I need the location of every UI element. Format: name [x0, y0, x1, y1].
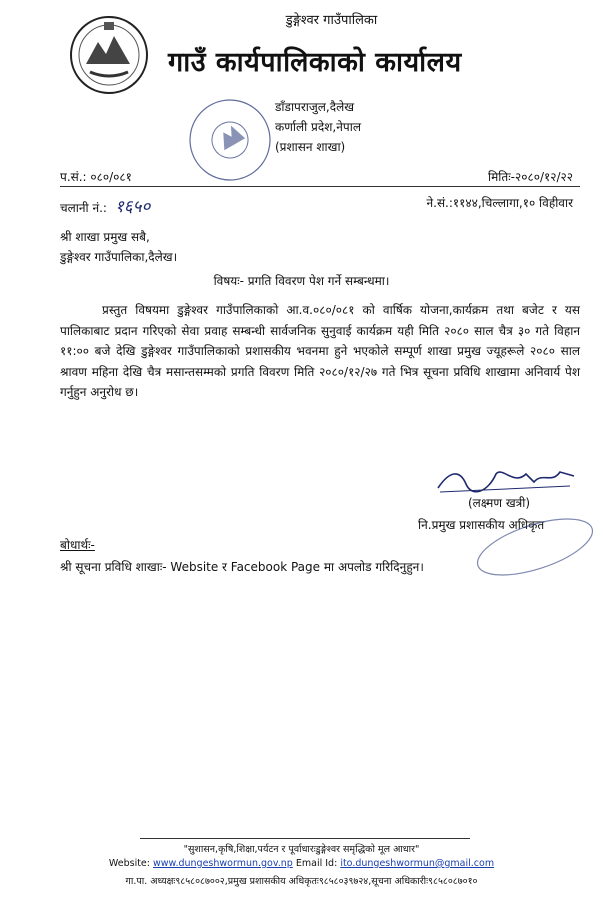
office-title: गाउँ कार्यपालिकाको कार्यालय — [168, 47, 462, 78]
website-label: Website: — [108, 858, 150, 869]
dispatch-label: चलानी नं.: — [60, 201, 107, 215]
signatory-title: नि.प्रमुख प्रशासकीय अधिकृत — [418, 518, 545, 532]
municipality-name: डुङ्गेश्वर गाउँपालिका — [285, 13, 378, 28]
footer-divider — [140, 838, 470, 839]
address-line: डाँडापराजुल,दैलेख — [275, 100, 355, 114]
letter-date: मितिः-२०८०/१२/२२ — [488, 170, 573, 184]
divider — [60, 186, 580, 187]
footer-contacts: गा.पा. अध्यक्षः९८५८०८७००२,प्रमुख प्रशासकीय अधिकृतः९८५८०३९७२४,सूचना अधिकारीः९८५८०८७०१० — [125, 876, 478, 887]
cc-line: श्री सूचना प्रविधि शाखाः- Website र Facebook Page मा अपलोड गरिदिनुहुन। — [60, 560, 424, 574]
dispatch-number — [60, 194, 150, 217]
dispatch-value: १६५० — [114, 197, 151, 217]
nepal-sambat-date: ने.सं.:११४४,चिल्लागा,१० विहीवार — [426, 196, 573, 210]
reference-number: प.सं.: ०८०/०८१ — [60, 170, 132, 184]
letter-body: प्रस्तुत विषयमा डुङ्गेश्वर गाउँपालिकाको आ.व.०८०/०८१ को वार्षिक योजना,कार्यक्रम तथा बजेट र यस पालिकाबाट प्रदान गरिएको सेवा प्रवाह सम्बन्धी सार्वजनिक सुनुवाई कार्यक्रम यही मिति २०८० साल चैत्र ३० गते विहान ११:०० बजे देखि डुङ्गेश्वर गाउँपालिकाको प्रशासकीय भवनमा हुने भएकोले सम्पूर्ण शाखा प्रमुख ज्यूहरूले २०८० साल श्रावण महिना देखि चैत्र मसान्तसम्मको प्रगति विवरण मिति २०८०/१२/२७ गते भित्र सूचना प्रविधि शाखामा अनिवार्य पेश गर्नुहुन अनुरोध छ। — [60, 303, 580, 399]
footer-links — [0, 858, 603, 869]
email-label: Email Id: — [295, 858, 338, 869]
designation-stamp-icon — [470, 512, 600, 582]
address-line: कर्णाली प्रदेश,नेपाल — [275, 120, 361, 134]
signatory-name: (लक्ष्मण खत्री) — [468, 496, 531, 510]
website-link[interactable]: www.dungeshwormun.gov.np — [153, 858, 293, 869]
recipient-line: डुङ्गेश्वर गाउँपालिका,दैलेख। — [60, 250, 178, 264]
recipient-line: श्री शाखा प्रमुख सबै, — [60, 230, 150, 244]
office-seal-icon — [180, 90, 280, 190]
footer-motto: "सुशासन,कृषि,शिक्षा,पर्यटन र पूर्वाधारःडुङ्गेश्वर समृद्धिको मूल आधार" — [183, 844, 420, 855]
section-name: (प्रशासन शाखा) — [275, 140, 346, 154]
email-link[interactable]: ito.dungeshwormun@gmail.com — [340, 858, 495, 869]
cc-label: बोधार्थः- — [60, 538, 95, 552]
letter-subject: विषयः- प्रगति विवरण पेश गर्ने सम्बन्धमा। — [213, 274, 390, 288]
